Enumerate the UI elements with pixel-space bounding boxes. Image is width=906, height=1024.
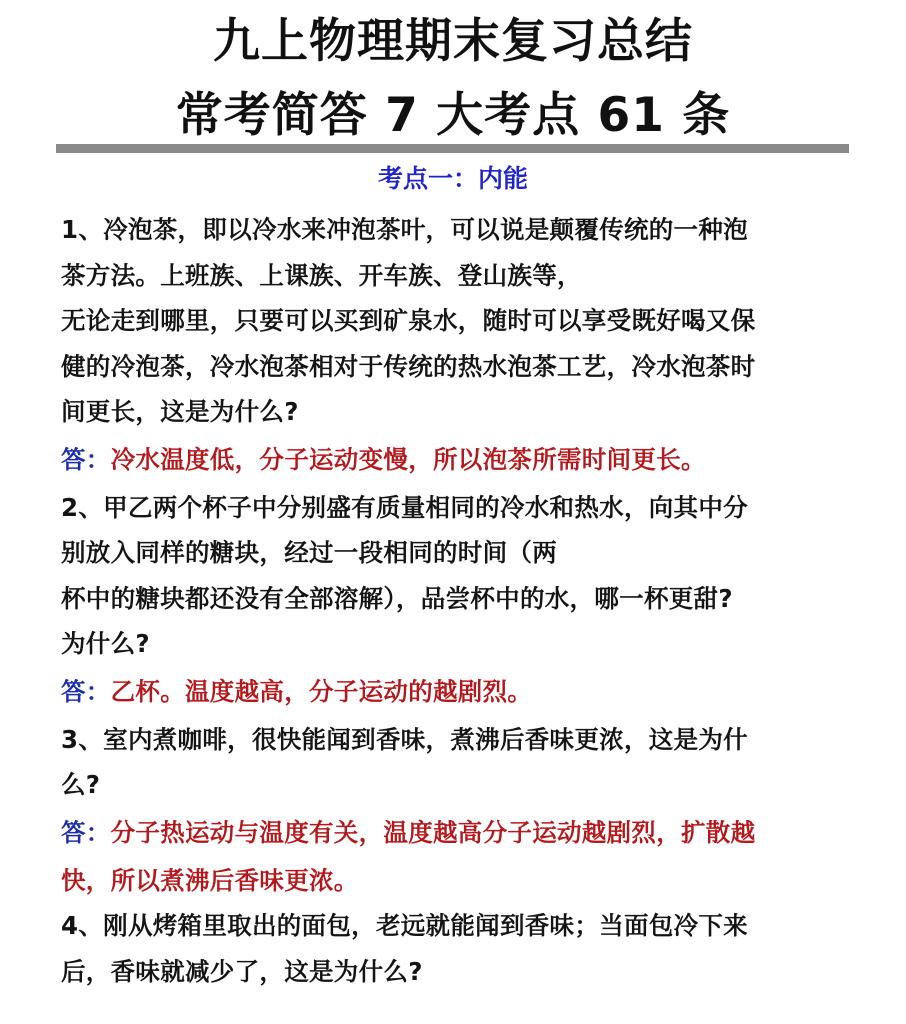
question-line: 无论走到哪里，只要可以买到矿泉水，随时可以享受既好喝又保 (61, 306, 756, 335)
question-line: 后，香味就减少了，这是为什么? (61, 956, 423, 986)
answer-line (61, 435, 851, 485)
answer-text: 分子热运动与温度有关，温度越高分子运动越剧烈，扩散越 (110, 817, 756, 847)
question-line: 1、冷泡茶，即以冷水来冲泡茶叶，可以说是颠覆传统的一种泡 (61, 215, 748, 244)
qa-item-3 (61, 717, 851, 904)
answer-continuation: 快，所以煮沸后香味更浓。 (61, 865, 359, 895)
page-title-line-1: 九上物理期末复习总结 (213, 14, 693, 69)
question-line: 为什么? (61, 629, 150, 658)
question-line: 间更长，这是为什么? (61, 397, 299, 426)
question-line: 2、甲乙两个杯子中分别盛有质量相同的冷水和热水，向其中分 (61, 492, 748, 522)
question-line: 3、室内煮咖啡，很快能闻到香味，煮沸后香味更浓，这是为什 (61, 724, 748, 754)
answer-label: 答： (61, 676, 111, 706)
qa-item-1 (61, 207, 851, 485)
answer-line (61, 667, 851, 717)
qa-item-2 (61, 485, 851, 717)
qa-content (61, 207, 851, 994)
question-line: 4、刚从烤箱里取出的面包，老远就能闻到香味；当面包冷下来 (61, 911, 748, 940)
question-line: 健的冷泡茶，冷水泡茶相对于传统的热水泡茶工艺，冷水泡茶时 (61, 351, 756, 381)
page-title-line-2: 常考简答 7 大考点 61 条 (175, 88, 731, 143)
answer-line (61, 808, 851, 858)
answer-text: 乙杯。温度越高，分子运动的越剧烈。 (110, 676, 533, 706)
answer-label: 答： (61, 817, 111, 847)
question-line: 别放入同样的糖块，经过一段相同的时间（两 (61, 538, 557, 567)
title-divider (56, 144, 849, 153)
answer-text: 冷水温度低，分子运动变慢，所以泡茶所需时间更长。 (110, 444, 706, 474)
question-line: 杯中的糖块都还没有全部溶解），品尝杯中的水，哪一杯更甜? (61, 583, 733, 613)
question-line: 么? (61, 770, 101, 799)
answer-label: 答： (61, 444, 111, 474)
question-line: 茶方法。上班族、上课族、开车族、登山族等， (61, 260, 582, 290)
section-heading: 考点一：内能 (377, 164, 528, 193)
qa-item-4 (61, 903, 851, 994)
